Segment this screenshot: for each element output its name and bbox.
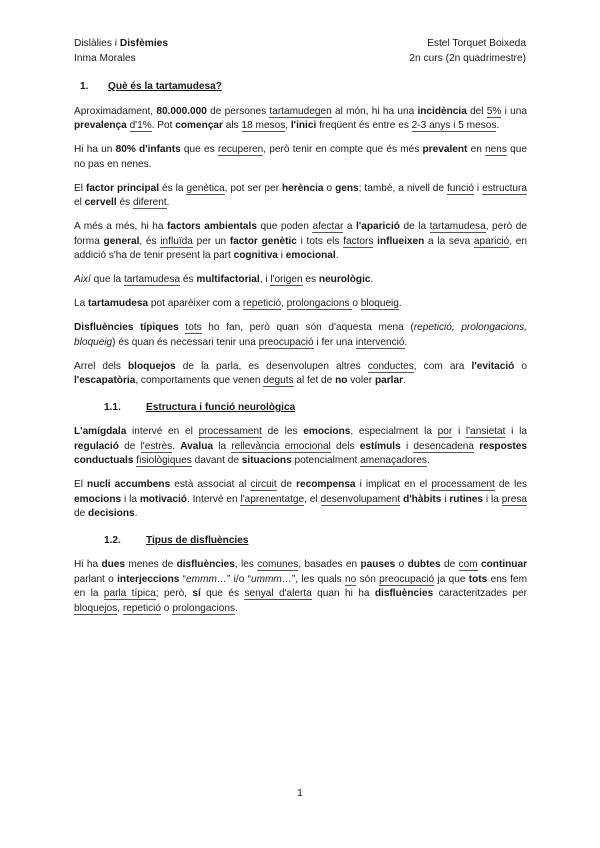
section-title: Tipus de disfluències (146, 534, 249, 546)
text-run: . (166, 197, 170, 208)
bold-term: pauses (360, 559, 396, 570)
bold-term: sí (192, 588, 201, 599)
text-run: i (473, 182, 483, 194)
section-number: 1.2. (104, 534, 121, 546)
text-run: ) és quan és necessari tenir una (112, 336, 259, 348)
bold-term: 80% d'infants (115, 144, 181, 155)
text-run: . (426, 455, 430, 466)
document-body (74, 80, 527, 626)
bold-term: l'escapatòria (74, 375, 136, 386)
text-run: A més a més, hi ha (74, 221, 168, 232)
bold-term: l'evitació (471, 360, 515, 372)
underlined-term: rellevància emocional (231, 440, 331, 452)
bold-term: dues (101, 559, 126, 570)
underlined-term: desenvolupament (320, 493, 401, 505)
underlined-term: 5% (486, 105, 502, 117)
underlined-term: l'aprenentatge (240, 493, 305, 505)
paragraph (74, 478, 527, 522)
bold-term: factors ambientals (167, 221, 257, 232)
underlined-term: processament (198, 426, 262, 437)
bold-term: emocions (74, 493, 122, 505)
text-run: i la (121, 493, 140, 505)
text-run: i tots els (296, 235, 344, 247)
text-run: o (160, 602, 173, 614)
text-run: ja que (434, 573, 469, 585)
text-run: . (496, 120, 500, 131)
text-run: parlant o (74, 573, 118, 585)
bold-term: cognitiva (233, 250, 278, 261)
section-heading-1-1 (74, 401, 527, 416)
underlined-term: funció (447, 182, 474, 194)
bold-term: influeixen (377, 235, 425, 247)
text-run: dels (330, 440, 360, 452)
underlined-term: prolongacions (286, 298, 353, 309)
text-run: El (74, 182, 86, 194)
underlined-term: prolongacions (172, 602, 236, 614)
underlined-term: no (345, 573, 357, 585)
text-run: , en addició s'ha de tenir present la part (74, 235, 528, 261)
section-title: Estructura i funció neurològica (146, 401, 296, 413)
paragraph (74, 143, 527, 172)
text-run: Aproximadament, (74, 105, 157, 117)
bold-term: dubtes (407, 559, 441, 570)
text-run: de (74, 508, 89, 519)
text-run: , (285, 120, 291, 131)
underlined-term: processament (431, 479, 495, 490)
text-run: que és (200, 588, 245, 599)
text-run: i (441, 493, 450, 505)
paragraph (74, 425, 527, 469)
header-left (74, 36, 168, 66)
underlined-term: amenaçadores (360, 455, 427, 466)
underlined-term: estructura (482, 182, 528, 194)
text-run: . (134, 508, 138, 519)
text-run: de la parla, es desenvolupen altres (175, 360, 368, 372)
bold-term: factor principal (85, 182, 160, 194)
bold-term: regulació (74, 440, 119, 452)
text-run: són (356, 573, 380, 585)
underlined-term: tartamudesa (123, 274, 181, 285)
underlined-term: diferent (132, 197, 167, 208)
text-run: caracteritzades per (433, 588, 527, 599)
underlined-term: parla típica (103, 588, 156, 599)
italic-text: ummm… (250, 573, 292, 585)
header-right (409, 36, 526, 66)
underlined-term: 18 mesos (241, 120, 286, 131)
text-run: de les (494, 479, 528, 490)
text-run: davant de (191, 455, 242, 466)
paragraph (74, 297, 527, 312)
underlined-term: senyal d'alerta (244, 588, 312, 599)
text-run: o (395, 559, 408, 570)
text-run: ”, les quals (291, 573, 346, 585)
bold-term: decisions (88, 508, 135, 519)
text-run: al món, hi ha una (331, 105, 418, 117)
underlined-term: com (458, 559, 478, 570)
bold-term: multifactorial (196, 274, 260, 285)
bold-term: emocional (285, 250, 336, 261)
text-run: , i (259, 274, 271, 285)
bold-term: disfluències (176, 559, 235, 570)
underlined-term: circuit (250, 479, 277, 490)
bold-term: L'amígdala (74, 426, 127, 437)
italic-text: repetició, prolongacions, bloqueig (74, 322, 527, 348)
text-run: del (466, 105, 487, 117)
underlined-term: intervenció (355, 336, 405, 348)
bold-term: d'hàbits (403, 493, 442, 505)
text-run: de (440, 559, 459, 570)
text-run: és la (159, 182, 187, 194)
underlined-term: repetició (122, 602, 161, 614)
underlined-term: l'ansietat (465, 426, 506, 437)
text-run: Hi ha un (74, 144, 116, 155)
underlined-term: tots (185, 322, 202, 333)
section-title: Què és la tartamudesa? (108, 81, 222, 92)
bold-term: neurològic (318, 274, 371, 285)
text-run: , pot ser per (224, 182, 282, 194)
text-run: és (116, 197, 133, 208)
text-run: “ (179, 573, 187, 585)
text-run: a la seva (424, 235, 474, 247)
text-run: i fer una (313, 336, 356, 348)
text-run: de (118, 440, 141, 452)
text-run: que es (180, 144, 218, 155)
underlined-term: genètica (186, 182, 225, 194)
text-run: que la (90, 274, 124, 285)
text-run: , però de forma (74, 221, 528, 247)
text-run: o (323, 182, 336, 194)
text-run: freqüent és entre es (316, 120, 412, 131)
underlined-term: por (437, 426, 453, 437)
bold-term: 80.000.000 (156, 105, 207, 117)
underlined-term: comunes (257, 559, 299, 570)
text-run: per un (192, 235, 230, 247)
text-run: quan hi ha (311, 588, 375, 599)
text-run: de la (399, 221, 430, 232)
text-run: o (352, 298, 361, 309)
text-run: intervé en el (126, 426, 199, 437)
bold-term: l'aparició (356, 221, 400, 232)
text-run: Hi ha (74, 559, 102, 570)
text-run: o (514, 360, 528, 372)
bold-term: prevalent (422, 144, 468, 155)
underlined-term: bloquejos (74, 602, 118, 614)
bold-term: prevalença (74, 120, 127, 131)
underlined-term: l'origen (270, 274, 303, 285)
underlined-term: desencadena (413, 440, 475, 452)
text-run: , però tenir en compte que és més (263, 144, 423, 155)
underlined-term: d'1% (129, 120, 152, 131)
underlined-term: tartamudesa (429, 221, 486, 232)
text-run: Arrel dels (74, 360, 128, 372)
text-run: de persones (206, 105, 270, 117)
underlined-term: 2-3 anys i 5 mesos (411, 120, 497, 131)
section-number: 1.1. (104, 401, 121, 413)
text-run: . (172, 440, 181, 452)
bold-term: motivació (139, 493, 187, 505)
text-run: potencialment (291, 455, 361, 466)
section-number: 1. (80, 81, 89, 92)
text-run: , el (304, 493, 321, 505)
bold-term: Disfluències típiques (74, 322, 179, 333)
text-run: . (403, 375, 406, 386)
text-run: i una (501, 105, 527, 117)
bold-term: disfluències (374, 588, 434, 599)
subject-title: Dislàlies i Disfèmies (74, 38, 168, 49)
text-run: , és (139, 235, 161, 247)
bold-term: rutines (449, 493, 484, 505)
text-run: . (404, 336, 408, 348)
text-run: la (213, 440, 232, 452)
professor-name: Inma Morales (74, 53, 136, 64)
text-run: i la (505, 426, 527, 437)
bold-term: tartamudesa (88, 298, 149, 309)
underlined-term: repetició (242, 298, 282, 309)
underlined-term: recuperen (217, 144, 264, 155)
text-run: . (235, 602, 238, 614)
text-run: i (400, 440, 414, 452)
paragraph (74, 182, 527, 211)
text-run: voler (347, 375, 375, 386)
text-run: . (398, 298, 402, 309)
underlined-term: preocupació (379, 573, 435, 585)
underlined-term: afectar (312, 221, 344, 232)
text-run: , com ara (413, 360, 472, 372)
bold-term: bloquejos (128, 360, 176, 372)
text-run: pot aparèixer com a (148, 298, 243, 309)
bold-term: no (335, 375, 348, 386)
text-run: , basades en (298, 559, 361, 570)
text-run: i (452, 426, 466, 437)
text-run: ens fem en la (74, 573, 527, 599)
paragraph (74, 321, 527, 350)
text-run: . (335, 250, 339, 261)
text-run: que no pas en nenes. (74, 144, 528, 170)
page-number: 1 (297, 788, 303, 799)
text-run: al fet de (293, 375, 336, 386)
paragraph (74, 273, 527, 288)
text-run: . Pot (151, 120, 176, 131)
bold-term: gens (335, 182, 359, 194)
text-run: ho fan, però quan són d'aquesta mena ( (201, 322, 414, 333)
text-run: menes de (125, 559, 177, 570)
bold-term: parlar (374, 375, 403, 386)
bold-term: respostes conductuals (74, 440, 527, 466)
italic-text: Així (74, 274, 91, 285)
text-run: El (74, 479, 88, 490)
paragraph (74, 220, 527, 264)
text-run: està associat al (170, 479, 251, 490)
paragraph (74, 558, 527, 616)
bold-term: herència (281, 182, 324, 194)
text-run: ; també, a nivell de (358, 182, 447, 194)
text-run: , especialment la (350, 426, 438, 437)
bold-term: interjeccions (117, 573, 180, 585)
text-run: de (276, 479, 297, 490)
text-run: en (467, 144, 486, 155)
text-run: La (74, 298, 89, 309)
text-run: és (180, 274, 197, 285)
text-run: que poden (256, 221, 313, 232)
bold-term: factor genètic (229, 235, 297, 247)
text-run: el (74, 197, 85, 208)
text-run: , (117, 602, 123, 614)
underlined-term: bloqueig (360, 298, 399, 309)
underlined-term: preocupació (258, 336, 314, 348)
text-run: de les (261, 426, 304, 437)
section-heading-1-2 (74, 534, 527, 549)
underlined-term: fisiològiques (136, 455, 192, 466)
bold-term: recompensa (296, 479, 356, 490)
bold-term: situacions (241, 455, 292, 466)
text-run: , comportaments que venen (135, 375, 264, 386)
text-run: . Intervé en (186, 493, 241, 505)
section-heading-1 (74, 80, 527, 95)
text-run: i implicat en el (355, 479, 432, 490)
text-run: . (370, 274, 374, 285)
underlined-term: factors (343, 235, 374, 247)
underlined-term: presa (501, 493, 527, 505)
text-run: ; però, (155, 588, 193, 599)
bold-term: incidència (417, 105, 467, 117)
bold-term: emocions (303, 426, 351, 437)
paragraph (74, 360, 527, 389)
bold-term: començar (175, 120, 223, 131)
author-name: Estel Torquet Boixeda (427, 38, 526, 49)
text-run: , les (234, 559, 258, 570)
text-run: a (343, 221, 356, 232)
text-run: i (277, 250, 286, 261)
underlined-term: conductes (367, 360, 414, 372)
text-run: ” i/o “ (226, 573, 251, 585)
text-run: i la (483, 493, 502, 505)
bold-term: general (103, 235, 140, 247)
text-run: es (302, 274, 319, 285)
bold-term: estímuls (359, 440, 401, 452)
paragraph (74, 105, 527, 134)
bold-term: continuar (481, 559, 527, 570)
bold-term: l'inici (290, 120, 317, 131)
bold-term: tots (468, 573, 488, 585)
text-run: , (281, 298, 287, 309)
underlined-term: l'estrès (140, 440, 173, 452)
text-run: als (222, 120, 242, 131)
course-info: 2n curs (2n quadrimestre) (409, 53, 526, 64)
underlined-term: influïda (160, 235, 193, 247)
underlined-term: deguts (263, 375, 294, 386)
italic-text: emmm… (186, 573, 227, 585)
underlined-term: nens (485, 144, 507, 155)
bold-term: nucli accumbens (87, 479, 171, 490)
bold-term: cervell (84, 197, 117, 208)
bold-term: Avalua (180, 440, 213, 452)
underlined-term: aparició (473, 235, 510, 247)
underlined-term: tartamudegen (269, 105, 332, 117)
